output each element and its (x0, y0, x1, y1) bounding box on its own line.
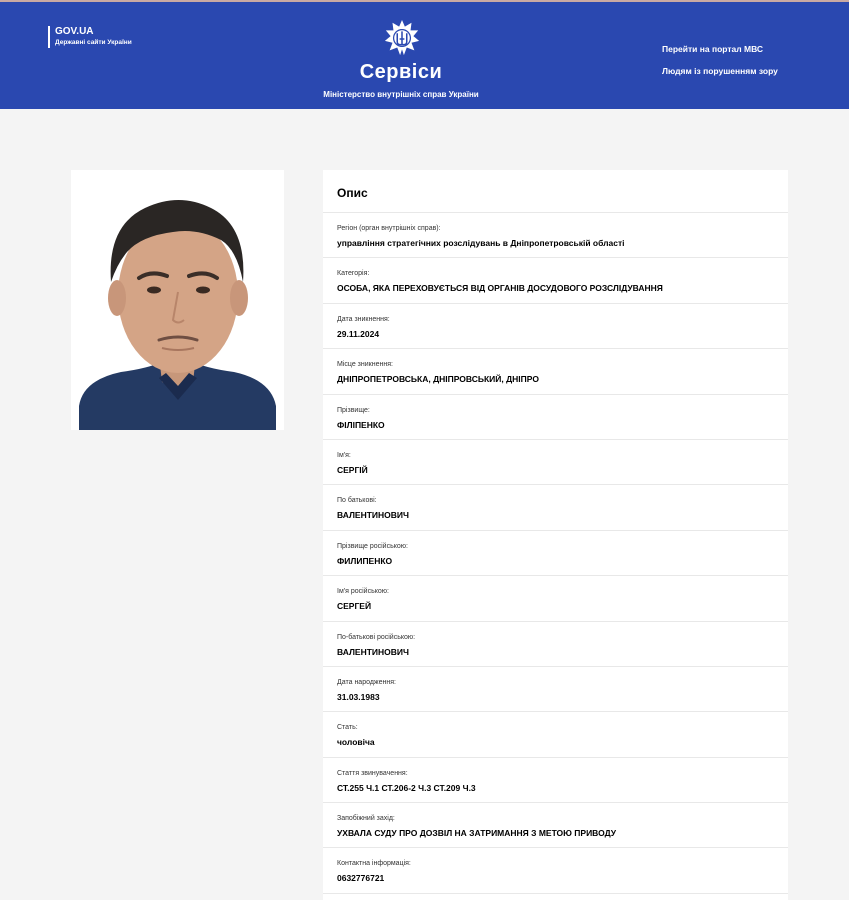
field-region (323, 213, 788, 258)
field-value: 0632776721 (337, 873, 385, 884)
police-emblem-icon (383, 19, 421, 57)
field-patronymic (323, 485, 788, 530)
field-label: Регіон (орган внутрішніх справ): (337, 225, 441, 232)
field-label: Категорія: (337, 270, 370, 278)
brand-subtitle: Міністерство внутрішніх справ України (323, 90, 479, 99)
field-label: Стать: (337, 724, 358, 732)
field-label: По батькові: (337, 497, 377, 505)
gov-sites-label: Державні сайти України (55, 39, 132, 46)
field-label: Стаття звинувачення: (337, 769, 408, 777)
field-label: Місце зникнення: (337, 361, 393, 369)
field-disappearance-place (323, 349, 788, 394)
field-value: УХВАЛА СУДУ ПРО ДОЗВІЛ НА ЗАТРИМАННЯ З МЕТОЮ ПРИВОДУ (337, 828, 617, 839)
field-contact-info (323, 848, 788, 893)
field-surname (323, 395, 788, 440)
field-value: 29.11.2024 (337, 328, 380, 339)
mvs-portal-link[interactable]: Перейти на портал МВС (662, 44, 764, 54)
field-value: управління стратегічних розслідувань в Дніпропетровській області (337, 238, 625, 248)
field-label: Запобіжний захід: (337, 815, 395, 823)
field-label: Ім'я: (337, 451, 351, 459)
field-value: СЕРГЕЙ (337, 601, 372, 612)
field-value: ОСОБА, ЯКА ПЕРЕХОВУЄТЬСЯ ВІД ОРГАНІВ ДОСУДОВОГО РОЗСЛІДУВАННЯ (337, 283, 663, 294)
field-value: чоловіча (337, 737, 375, 748)
brand-title: Сервіси (359, 61, 443, 83)
field-value: ВАЛЕНТИНОВИЧ (337, 510, 410, 521)
field-label: По-батькові російською: (337, 633, 416, 641)
field-first-name (323, 440, 788, 485)
field-value: ФИЛИПЕНКО (337, 555, 393, 566)
card-title: Опис (323, 170, 788, 213)
field-value: СЕРГІЙ (337, 464, 368, 475)
site-header (0, 2, 849, 109)
field-value: ДНІПРОПЕТРОВСЬКА, ДНІПРОВСЬКИЙ, ДНІПРО (337, 374, 539, 385)
field-label: Контактна інформація: (337, 860, 411, 868)
field-label: Ім'я російською: (337, 588, 389, 596)
description-card (323, 170, 788, 900)
field-first-name-russian (323, 576, 788, 621)
person-photo-image (71, 170, 284, 430)
field-surname-russian (323, 531, 788, 576)
field-value: 31.03.1983 (337, 691, 380, 702)
field-label: Дата зникнення: (337, 315, 390, 323)
field-label: Дата народження: (337, 678, 396, 686)
field-disappearance-date (323, 304, 788, 349)
field-sex (323, 712, 788, 757)
field-birth-date (323, 667, 788, 712)
field-charge-article (323, 758, 788, 803)
field-patronymic-russian (323, 622, 788, 667)
person-photo (71, 170, 284, 430)
field-label: Прізвище російською: (337, 542, 408, 550)
field-category (323, 258, 788, 303)
field-value: ФІЛІПЕНКО (337, 419, 385, 430)
field-value: СТ.255 Ч.1 СТ.206-2 Ч.3 СТ.209 Ч.3 (337, 782, 476, 793)
accessibility-link[interactable]: Людям із порушенням зору (662, 66, 778, 76)
gov-ua-label: GOV.UA (55, 26, 94, 37)
gov-ua-link[interactable] (48, 26, 132, 48)
field-preventive-measure (323, 803, 788, 848)
field-value: ВАЛЕНТИНОВИЧ (337, 646, 410, 657)
field-label: Прізвище: (337, 406, 370, 414)
